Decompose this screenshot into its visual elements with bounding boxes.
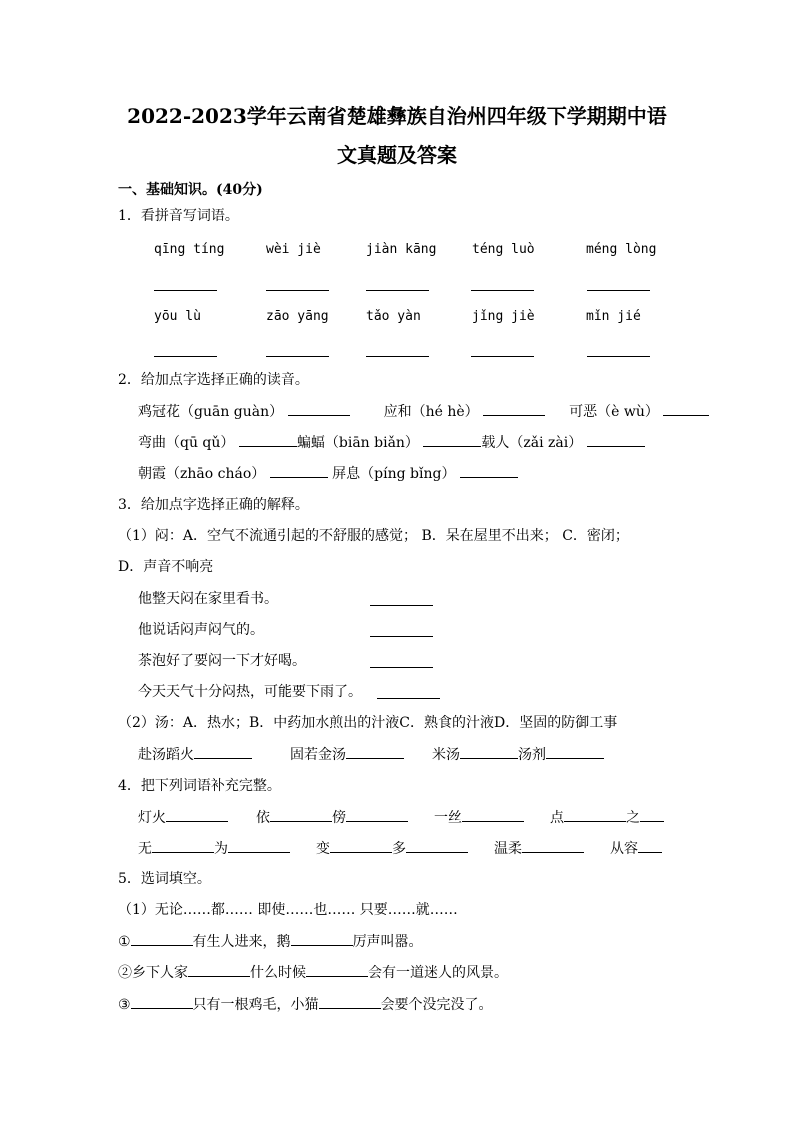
q4-word: 一丝: [434, 810, 462, 826]
q5-prompt: 5．选词填空。: [118, 871, 211, 887]
q5-text: ③: [118, 997, 131, 1013]
answer-blank[interactable]: [587, 289, 650, 291]
answer-blank[interactable]: [377, 697, 440, 699]
q2-item: 朝霞（zhāo cháo）: [138, 466, 266, 482]
q1-prompt: 1．看拼音写词语。: [118, 208, 239, 224]
answer-blank[interactable]: [663, 401, 709, 416]
q3-sentence: 今天天气十分闷热，可能要下雨了。: [138, 684, 362, 700]
q5-text: 厉声叫嚣。: [352, 934, 423, 950]
section-heading: 一、基础知识。(40分): [118, 182, 263, 198]
q2-row-2: [138, 432, 645, 453]
pinyin: téng luò: [472, 242, 535, 257]
answer-blank[interactable]: [460, 744, 518, 759]
title-line-1: 2022-2023学年云南省楚雄彝族自治州四年级下学期期中语: [127, 104, 667, 128]
q4-word: 之: [626, 810, 640, 826]
answer-blank[interactable]: [522, 838, 584, 853]
q5-text: ②乡下人家: [118, 965, 188, 981]
answer-blank[interactable]: [564, 807, 626, 822]
q2-row-3: [138, 463, 518, 484]
answer-blank[interactable]: [194, 744, 252, 759]
pinyin: yōu lù: [154, 309, 201, 324]
q4-word: 无: [138, 841, 152, 857]
answer-blank[interactable]: [471, 355, 534, 357]
answer-blank[interactable]: [266, 355, 329, 357]
q4-word: 为: [214, 841, 228, 857]
answer-blank[interactable]: [131, 931, 193, 946]
q3-word: 赴汤蹈火: [138, 747, 194, 763]
answer-blank[interactable]: [483, 401, 545, 416]
pinyin: tǎo yàn: [366, 309, 421, 324]
answer-blank[interactable]: [306, 962, 368, 977]
answer-blank[interactable]: [546, 744, 604, 759]
answer-blank[interactable]: [587, 355, 650, 357]
q4-word: 变: [316, 841, 330, 857]
q5-item: [118, 931, 423, 952]
answer-blank[interactable]: [152, 838, 214, 853]
answer-blank[interactable]: [638, 838, 662, 853]
pinyin: méng lòng: [586, 242, 657, 257]
answer-blank[interactable]: [288, 401, 350, 416]
answer-blank[interactable]: [423, 432, 481, 447]
pinyin: mǐn jié: [586, 309, 641, 324]
answer-blank[interactable]: [291, 931, 353, 946]
answer-blank[interactable]: [366, 289, 429, 291]
answer-blank[interactable]: [270, 807, 332, 822]
pinyin: wèi jiè: [266, 242, 321, 257]
q2-row-1: [138, 401, 709, 422]
answer-blank[interactable]: [471, 289, 534, 291]
q5-item: [118, 994, 493, 1015]
title-line-2: 文真题及答案: [337, 143, 457, 167]
q3-sentence: 他说话闷声闷气的。: [138, 622, 264, 638]
answer-blank[interactable]: [587, 432, 645, 447]
q3-part2: （2）汤：A．热水；B．中药加水煎出的汁液C．熟食的汁液D．坚固的防御工事: [118, 715, 618, 731]
q5-text: 有生人进来，鹅: [192, 934, 291, 950]
q3-part1-d: D．声音不响亮: [118, 559, 214, 575]
q2-item: 屏息（píng bǐng）: [332, 466, 456, 482]
q3-part1: （1）闷：A．空气不流通引起的不舒服的感觉； B．呆在屋里不出来； C．密闭；: [118, 528, 629, 544]
q2-item: 弯曲（qū qǔ）: [138, 435, 235, 451]
pinyin: zāo yāng: [266, 309, 329, 324]
answer-blank[interactable]: [462, 807, 524, 822]
q2-item: 可恶（è wù）: [569, 404, 659, 420]
q4-row-2: [138, 838, 662, 859]
q5-text: 只有一根鸡毛，小猫: [192, 997, 319, 1013]
answer-blank[interactable]: [370, 666, 433, 668]
q5-text: ①: [118, 934, 131, 950]
q4-word: 温柔: [494, 841, 522, 857]
answer-blank[interactable]: [366, 355, 429, 357]
q5-item: [118, 962, 508, 983]
q2-item: 应和（hé hè）: [383, 404, 479, 420]
q3-word: 汤剂: [518, 747, 546, 763]
answer-blank[interactable]: [319, 994, 381, 1009]
q3-part2-row: [138, 744, 604, 765]
answer-blank[interactable]: [188, 962, 250, 977]
answer-blank[interactable]: [154, 355, 217, 357]
q2-item: 鸡冠花（guān guàn）: [138, 404, 284, 420]
q3-word: 固若金汤: [290, 747, 346, 763]
answer-blank[interactable]: [270, 463, 328, 478]
pinyin: qīng tíng: [154, 242, 225, 257]
answer-blank[interactable]: [346, 807, 408, 822]
answer-blank[interactable]: [166, 807, 228, 822]
q4-word: 多: [392, 841, 406, 857]
answer-blank[interactable]: [370, 604, 433, 606]
q5-text: 会要个没完没了。: [380, 997, 493, 1013]
answer-blank[interactable]: [239, 432, 297, 447]
q5-text: 会有一道迷人的风景。: [368, 965, 508, 981]
answer-blank[interactable]: [131, 994, 193, 1009]
answer-blank[interactable]: [460, 463, 518, 478]
q4-word: 从容: [610, 841, 638, 857]
answer-blank[interactable]: [346, 744, 404, 759]
q4-row-1: [138, 807, 664, 828]
q2-item: 蝙蝠（biān biǎn）: [296, 435, 419, 451]
answer-blank[interactable]: [406, 838, 468, 853]
pinyin: jǐng jiè: [472, 309, 535, 324]
answer-blank[interactable]: [228, 838, 290, 853]
answer-blank[interactable]: [266, 289, 329, 291]
q3-prompt: 3．给加点字选择正确的解释。: [118, 497, 309, 513]
q4-word: 点: [550, 810, 564, 826]
answer-blank[interactable]: [370, 635, 433, 637]
q3-word: 米汤: [432, 747, 460, 763]
q4-prompt: 4．把下列词语补充完整。: [118, 778, 281, 794]
answer-blank[interactable]: [154, 289, 217, 291]
q4-word: 灯火: [138, 810, 166, 826]
q2-prompt: 2．给加点字选择正确的读音。: [118, 372, 309, 388]
q3-sentence: 他整天闷在家里看书。: [138, 591, 278, 607]
q2-item: 载人（zǎi zài）: [481, 435, 583, 451]
q5-options: （1）无论……都…… 即使……也…… 只要……就……: [118, 902, 458, 918]
q4-word: 傍: [332, 810, 346, 826]
answer-blank[interactable]: [330, 838, 392, 853]
q4-word: 依: [256, 810, 270, 826]
q3-sentence: 茶泡好了要闷一下才好喝。: [138, 653, 306, 669]
pinyin: jiàn kāng: [366, 242, 437, 257]
answer-blank[interactable]: [640, 807, 664, 822]
q5-text: 什么时候: [250, 965, 306, 981]
